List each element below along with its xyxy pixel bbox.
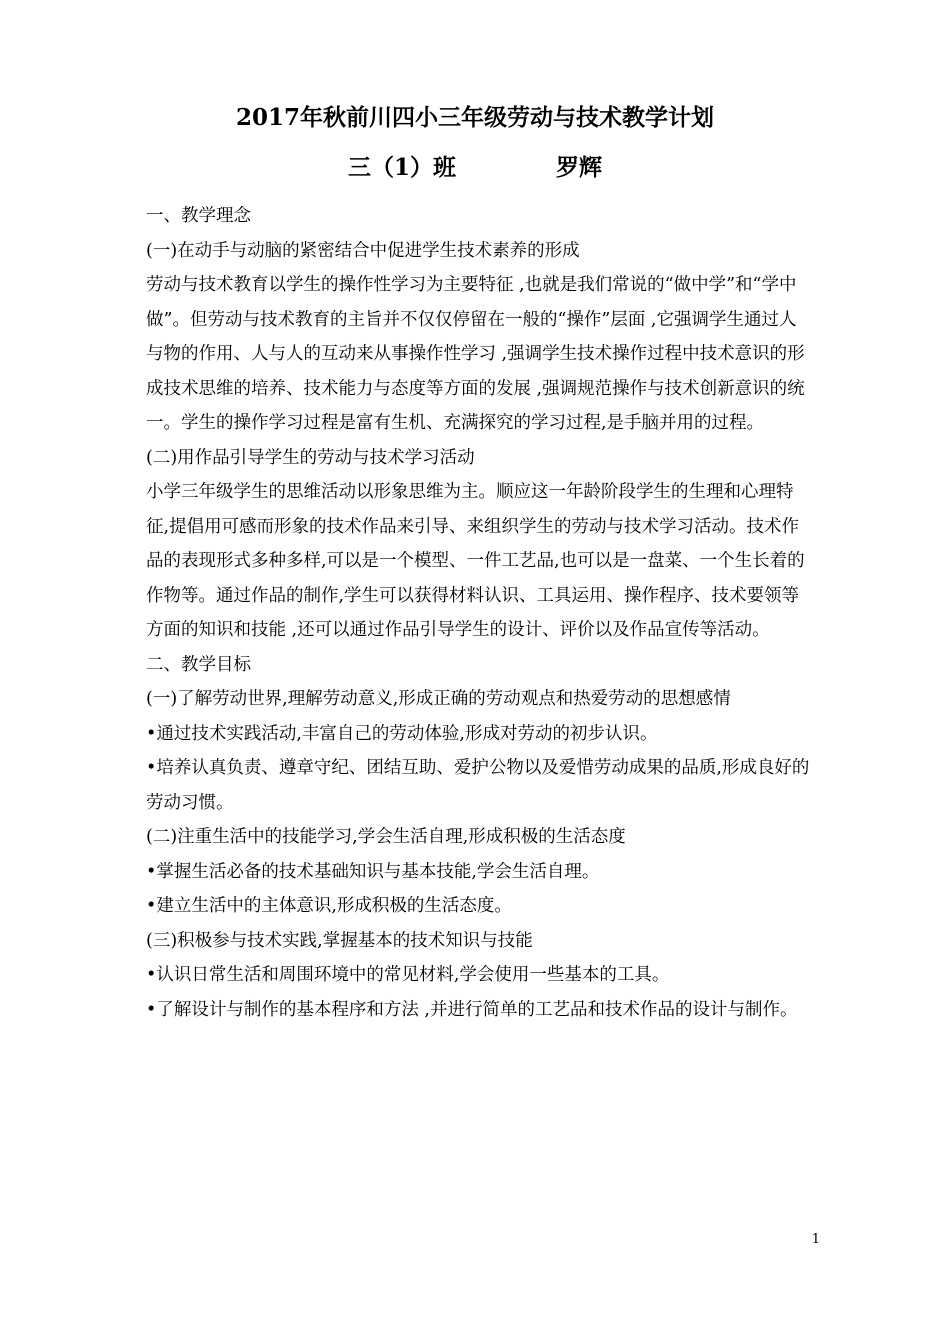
- bullet-item: •认识日常生活和周围环境中的常见材料,学会使用一些基本的工具。: [146, 965, 670, 985]
- bullet-item: •建立生活中的主体意识,形成积极的生活态度。: [146, 896, 512, 916]
- page-number: 1: [811, 1232, 820, 1247]
- bullet-item: •了解设计与制作的基本程序和方法 ,并进行简单的工艺品和技术作品的设计与制作。: [146, 999, 798, 1020]
- body-paragraph: 小学三年级学生的思维活动以形象思维为主。顺应这一年龄阶段学生的生理和心理特征,提倡用可感而形象的技术作品来引导、来组织学生的劳动与技术学习活动。技术作品的表现形式多种多样,可以是一个模型、一件工艺品,也可以是一盘菜、一个生长着的作物等。通过作品的制作,学生可以获得材料认识、工具运用、操作程序、技术要领等方面的知识和技能 ,还可以通过作品引导学生的设计、评价以及作品宣传等活动。: [146, 482, 805, 640]
- subsection-heading: (一)了解劳动世界,理解劳动意义,形成正确的劳动观点和热爱劳动的思想感情: [146, 689, 731, 709]
- bullet-item: •掌握生活必备的技术基础知识与基本技能,学会生活自理。: [146, 861, 600, 882]
- section-heading-teaching-philosophy: 一、教学理念: [146, 206, 251, 226]
- section-heading-teaching-goals: 二、教学目标: [146, 654, 251, 675]
- subsection-heading: (二)注重生活中的技能学习,学会生活自理,形成积极的生活态度: [146, 827, 626, 847]
- body-paragraph: 劳动与技术教育以学生的操作性学习为主要特征 ,也就是我们常说的“做中学”和“学中做”。但劳动与技术教育的主旨并不仅仅停留在一般的“操作”层面 ,它强调学生通过人与物的作用、人与人的互动来从事操作性学习 ,强调学生技术操作过程中技术意识的形成技术思维的培养、技术能力与态度等方面的发展 ,强调规范操作与技术创新意识的统一。学生的操作学习过程是富有生机、充满探究的学习过程,是手脑并用的过程。: [146, 275, 805, 433]
- subsection-heading: (一)在动手与动脑的紧密结合中促进学生技术素养的形成: [146, 240, 580, 261]
- subsection-heading: (二)用作品引导学生的劳动与技术学习活动: [146, 447, 475, 468]
- document-title: 2017年秋前川四小三年级劳动与技术教学计划: [235, 104, 714, 131]
- document-body: [146, 199, 811, 1027]
- teacher-name: 罗辉: [556, 154, 602, 181]
- document-subtitle: [0, 150, 950, 186]
- bullet-item: •通过技术实践活动,丰富自己的劳动体验,形成对劳动的初步认识。: [146, 723, 658, 744]
- bullet-item: •培养认真负责、遵章守纪、团结互助、爱护公物以及爱惜劳动成果的品质,形成良好的劳动习惯。: [146, 758, 810, 813]
- subsection-heading: (三)积极参与技术实践,掌握基本的技术知识与技能: [146, 930, 533, 951]
- class-name: 三（1）班: [347, 154, 456, 181]
